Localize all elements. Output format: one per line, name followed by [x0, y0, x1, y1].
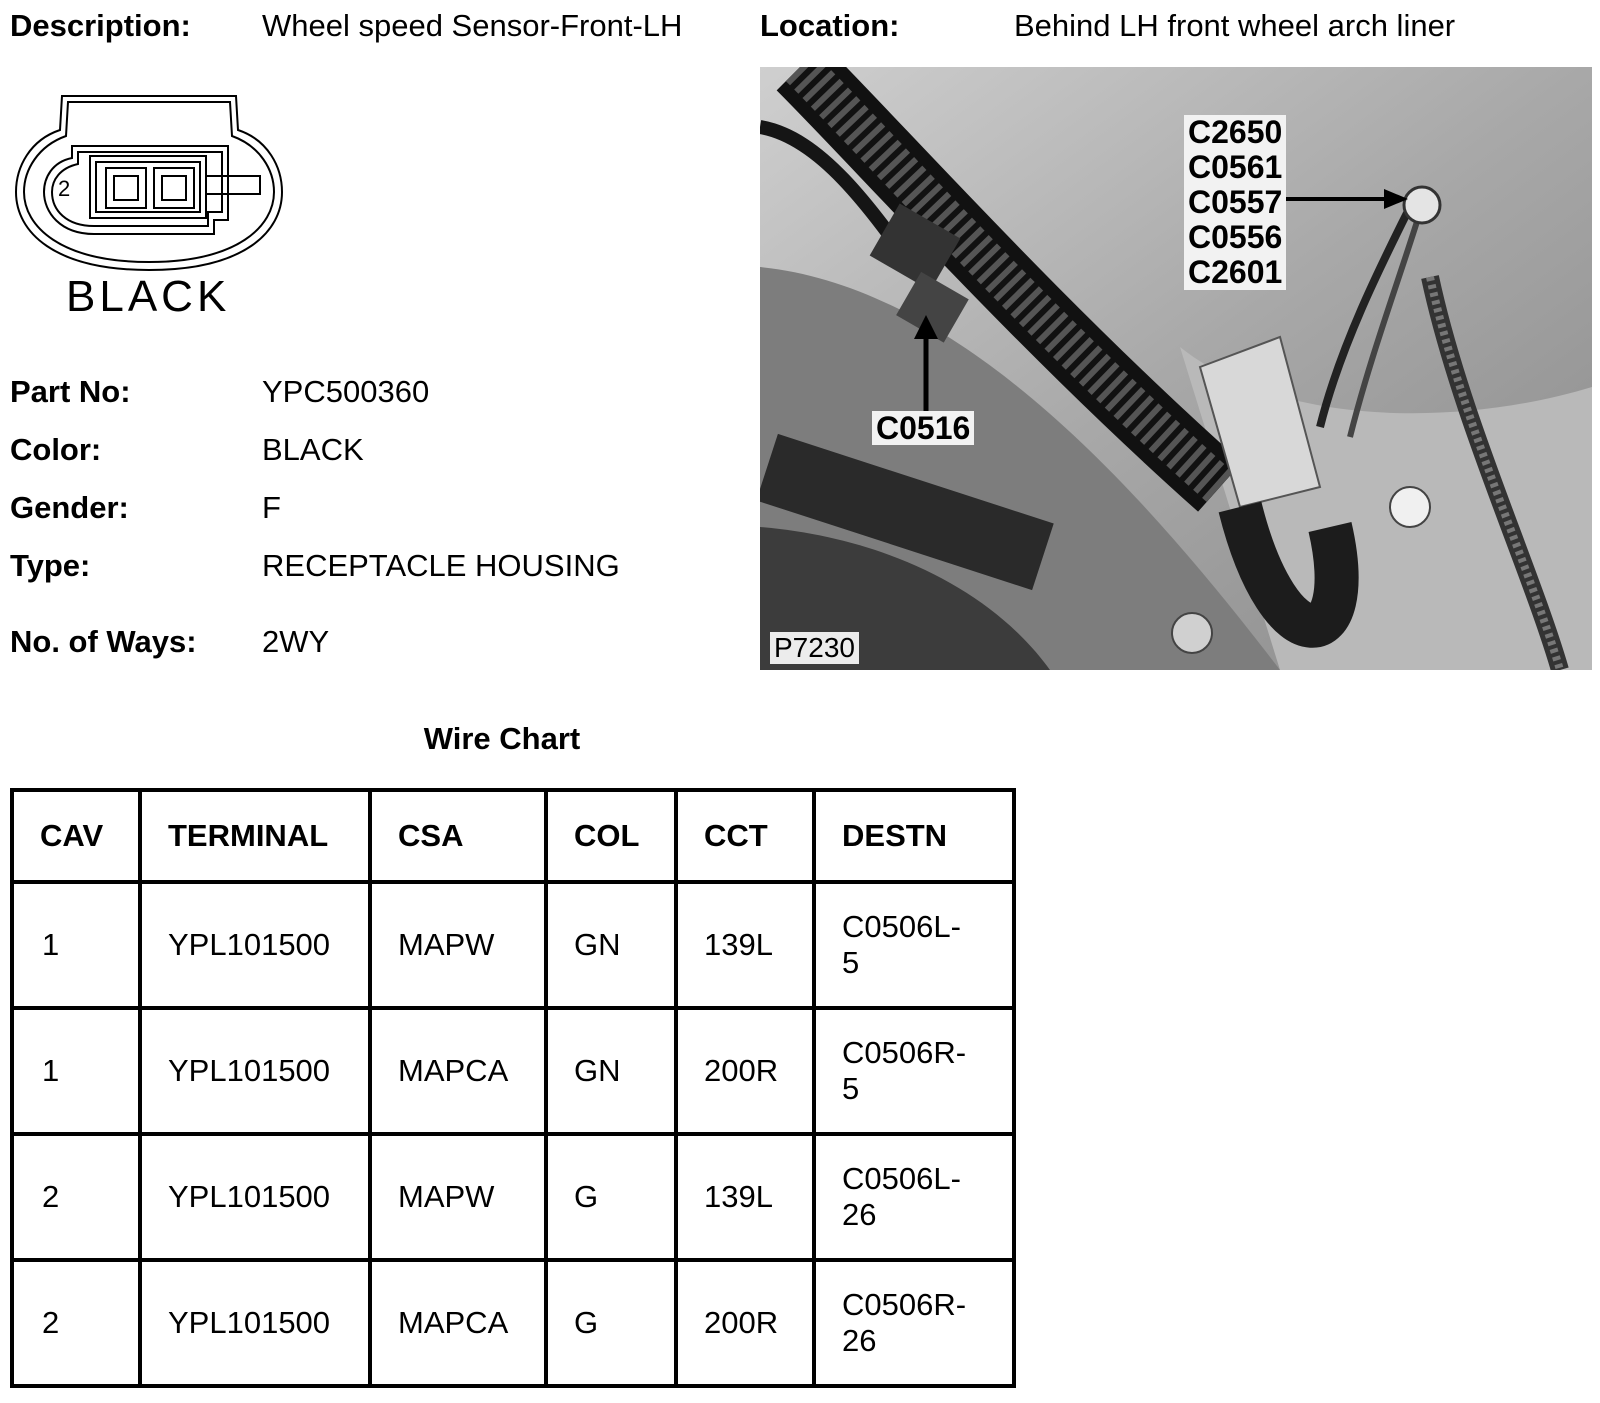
cell-col: GN — [546, 1008, 676, 1134]
cell-terminal: YPL101500 — [140, 1008, 370, 1134]
cell-cct: 139L — [676, 882, 814, 1008]
table-row — [12, 1008, 1014, 1134]
callout-ground-item: C2650 — [1188, 114, 1283, 150]
spec-part-no-label: Part No: — [10, 374, 131, 409]
location-value: Behind LH front wheel arch liner — [1014, 8, 1456, 43]
wire-chart-title: Wire Chart — [423, 721, 581, 756]
cell-col: GN — [546, 882, 676, 1008]
cell-terminal: YPL101500 — [140, 882, 370, 1008]
cell-cav: 1 — [12, 1008, 140, 1134]
table-row — [12, 882, 1014, 1008]
spec-color-value: BLACK — [262, 432, 364, 467]
cell-destn: C0506L- 26 — [814, 1134, 1014, 1260]
cell-csa: MAPCA — [370, 1008, 546, 1134]
connector-color-text: BLACK — [66, 272, 231, 321]
header-destn: DESTN — [814, 790, 1014, 882]
spec-ways-label: No. of Ways: — [10, 624, 197, 659]
cell-csa: MAPCA — [370, 1260, 546, 1386]
header-csa: CSA — [370, 790, 546, 882]
cell-cav: 2 — [12, 1260, 140, 1386]
connector-outline-icon — [14, 92, 284, 282]
location-photo — [760, 67, 1592, 670]
location-label: Location: — [760, 8, 900, 43]
table-header-row — [12, 790, 1014, 882]
cell-csa: MAPW — [370, 882, 546, 1008]
spec-gender-value: F — [262, 490, 281, 525]
wheel-arch-photo-image — [760, 67, 1592, 670]
callout-ground-item: C0557 — [1188, 184, 1283, 220]
cell-csa: MAPW — [370, 1134, 546, 1260]
cell-terminal: YPL101500 — [140, 1134, 370, 1260]
cell-cav: 1 — [12, 882, 140, 1008]
description-label: Description: — [10, 8, 191, 43]
pin-number-label: 2 — [58, 176, 71, 201]
spec-color-label: Color: — [10, 432, 102, 467]
header-terminal: TERMINAL — [140, 790, 370, 882]
cell-cav: 2 — [12, 1134, 140, 1260]
callout-ground-item: C0561 — [1188, 149, 1283, 185]
callout-ground-list — [1184, 115, 1286, 290]
callout-ground-item: C2601 — [1188, 254, 1283, 290]
cell-cct: 200R — [676, 1260, 814, 1386]
table-row — [12, 1134, 1014, 1260]
header-cct: CCT — [676, 790, 814, 882]
spec-part-no-value: YPC500360 — [262, 374, 430, 409]
spec-type-value: RECEPTACLE HOUSING — [262, 548, 620, 583]
header-col: COL — [546, 790, 676, 882]
spec-ways-value: 2WY — [262, 624, 330, 659]
cell-destn: C0506L- 5 — [814, 882, 1014, 1008]
table-row — [12, 1260, 1014, 1386]
cell-col: G — [546, 1134, 676, 1260]
cell-cct: 200R — [676, 1008, 814, 1134]
header-cav: CAV — [12, 790, 140, 882]
cell-destn: C0506R- 5 — [814, 1008, 1014, 1134]
photo-reference: P7230 — [770, 632, 859, 664]
spec-gender-label: Gender: — [10, 490, 129, 525]
wire-chart-table — [10, 788, 1016, 1388]
cell-cct: 139L — [676, 1134, 814, 1260]
callout-c0516: C0516 — [872, 411, 974, 445]
description-value: Wheel speed Sensor-Front-LH — [262, 8, 683, 43]
cell-col: G — [546, 1260, 676, 1386]
cell-terminal: YPL101500 — [140, 1260, 370, 1386]
spec-type-label: Type: — [10, 548, 91, 583]
callout-ground-item: C0556 — [1188, 219, 1283, 255]
cell-destn: C0506R- 26 — [814, 1260, 1014, 1386]
